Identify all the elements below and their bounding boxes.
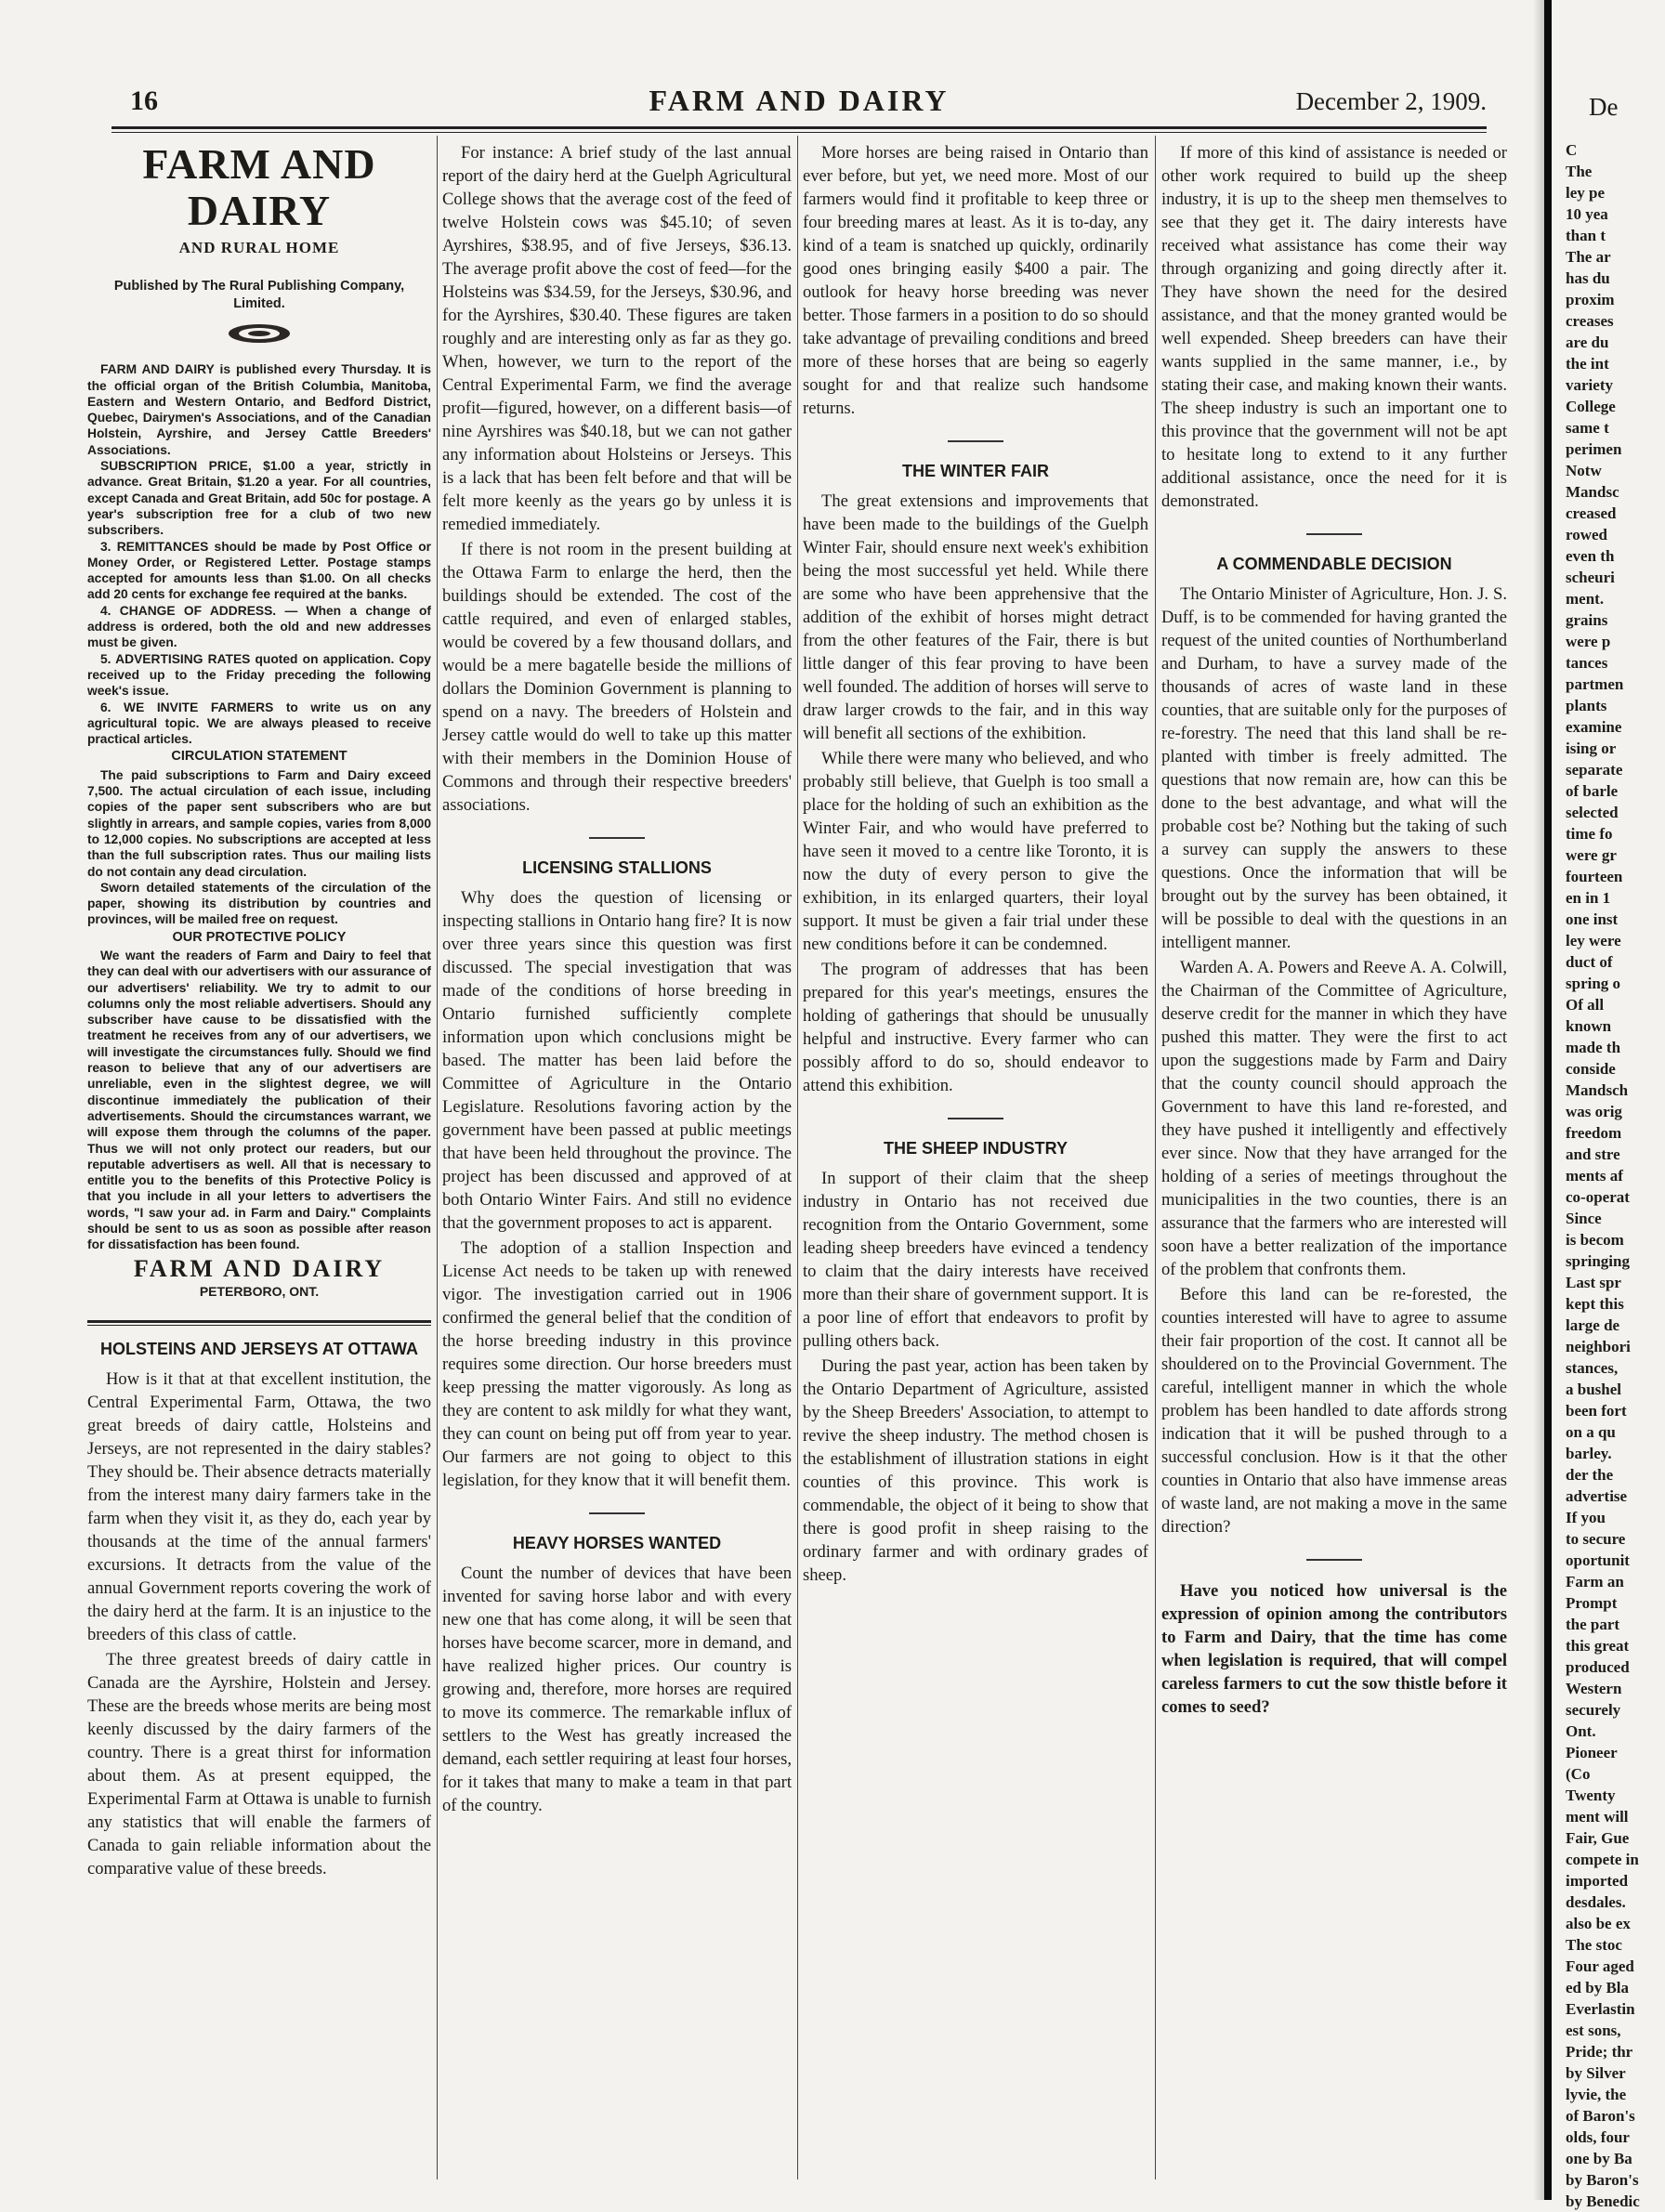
circulation-text: Sworn detailed statements of the circulation of the paper, showing its distribution by countries and provinces, will be mailed free on request. <box>87 880 431 927</box>
page-header <box>111 85 1487 123</box>
next-page-line: Twenty <box>1566 1787 1616 1804</box>
next-page-line: Of all <box>1566 996 1605 1014</box>
next-page-line: plants <box>1566 697 1607 714</box>
next-page-line: The stoc <box>1566 1936 1622 1954</box>
next-page-line: than t <box>1566 227 1606 244</box>
next-page-line: ment will <box>1566 1808 1629 1826</box>
next-page-line: was orig <box>1566 1103 1622 1120</box>
next-page-line: freedom <box>1566 1124 1622 1142</box>
policy-title: OUR PROTECTIVE POLICY <box>172 929 347 945</box>
next-page-line: are du <box>1566 334 1609 351</box>
article-paragraph: If more of this kind of assistance is needed or other work required to build up the sheep industry, it is up to the sheep men themselves to see that they get it. The dairy interests have received what assistance has come their way through organizing and going directly after it. They have shown the need for the desired assistance, and that the money granted would be well expended. Sheep breeders can have their wants supplied in the same manner, i.e., by stating their case, and making known their wants. The sheep industry is such an important one to this province that the government will not be apt to hesitate long to extend to it any further additional assistance, once the need for it is demonstrated. <box>1161 143 1507 511</box>
next-page-line: by Benedic <box>1566 2192 1640 2210</box>
article-headline: HOLSTEINS AND JERSEYS AT OTTAWA <box>99 1339 419 1358</box>
next-page-line: barley. <box>1566 1445 1612 1462</box>
footer-masthead-location: PETERBORO, ONT. <box>199 1283 320 1299</box>
next-page-line: Last spr <box>1566 1274 1621 1291</box>
next-page-header: De <box>1589 93 1619 121</box>
ornament-icon <box>87 322 431 348</box>
next-page-line: large de <box>1566 1316 1620 1334</box>
next-page-line: Four aged <box>1566 1957 1634 1975</box>
next-page-line: co-operat <box>1566 1188 1630 1206</box>
article-headline: HEAVY HORSES WANTED <box>512 1534 722 1552</box>
section-rule-thin <box>87 1325 431 1326</box>
next-page-line: by Baron's <box>1566 2171 1639 2189</box>
next-page-line: compete in <box>1566 1851 1639 1868</box>
next-page-line: Since <box>1566 1210 1602 1227</box>
next-page-line: the int <box>1566 355 1609 373</box>
next-page-line: 10 yea <box>1566 205 1608 223</box>
article-headline: THE SHEEP INDUSTRY <box>883 1139 1068 1158</box>
section-rule <box>87 1320 431 1323</box>
next-page-line: the part <box>1566 1616 1620 1633</box>
next-page-line: on a qu <box>1566 1423 1616 1441</box>
next-page-line: springing <box>1566 1252 1630 1270</box>
column-1 <box>87 141 431 1882</box>
next-page-line: and stre <box>1566 1145 1620 1163</box>
next-page-line: Notw <box>1566 462 1602 479</box>
next-page-line: The <box>1566 163 1593 180</box>
next-page-line: C <box>1566 141 1578 159</box>
next-page-line: ley pe <box>1566 184 1606 202</box>
next-page-line: (Co <box>1566 1765 1591 1783</box>
next-page-line: a bushel <box>1566 1381 1621 1398</box>
next-page-line: College <box>1566 398 1616 415</box>
next-page-line: neighbori <box>1566 1338 1631 1355</box>
circulation-title: CIRCULATION STATEMENT <box>171 749 347 765</box>
next-page-line: produced <box>1566 1658 1630 1676</box>
next-page-line: advertise <box>1566 1487 1628 1505</box>
next-page-line: The ar <box>1566 248 1611 266</box>
article-paragraph: The program of addresses that has been prepared for this year's meetings, ensures the holding of gatherings that should be unusually helpful and instructive. Every farmer who can possibly afford to do so, should endeavor to attend this exhibition. <box>803 960 1148 1095</box>
next-page-line: en in 1 <box>1566 889 1611 907</box>
next-page-line: Pride; thr <box>1566 2043 1633 2061</box>
column-2 <box>442 141 792 1819</box>
next-page-line: ments af <box>1566 1167 1623 1185</box>
publisher-box <box>87 278 431 1253</box>
next-page-line: If you <box>1566 1509 1606 1526</box>
publisher-line: Published by The Rural Publishing Company, Limited. <box>113 279 405 311</box>
article-paragraph: More horses are being raised in Ontario than ever before, but yet, we need more. Most of our farmers would find it profitable to keep three or four breeding mares at least. As it is to-day, any kind of a team is snatched up quickly, ordinarily good ones bringing easily $400 a pair. The outlook for heavy horse breeding was never better. Those farmers in a position to do so should take advantage of prevailing conditions and breed more of these horses that are being so eagerly sought for and that realize such handsome returns. <box>803 143 1148 418</box>
next-page-line: also be ex <box>1566 1915 1631 1932</box>
article-paragraph: While there were many who believed, and who probably still believe, that Guelph is too small a place for the holding of such an exhibition as the Winter Fair, and who would have preferred to have seen it moved to a centre like Toronto, it is now the duty of every person to give the exhibition, in its enlarged quarters, their loyal support. It must be given a fair trial under these new conditions before it can be condemned. <box>803 749 1148 954</box>
next-page-line: spring o <box>1566 975 1621 992</box>
article-paragraph: During the past year, action has been taken by the Ontario Department of Agriculture, assisted by the Sheep Breeders' Association, to attempt to revive the sheep industry. The method chosen is the establishment of illustration stations in eight counties of this province. This work is commendable, the object of it being to show that there is good profit in sheep raising to the ordinary farmer and with ordinary grades of sheep. <box>803 1356 1148 1585</box>
article-paragraph: How is it that at that excellent institution, the Central Experimental Farm, Ottawa, the two great breeds of dairy cattle, Holsteins and Jerseys, are not represented in the dairy stables? They should be. Their absence detracts materially from the interest many dairy farmers take in the farm when they visit it, as they do, each year by thousands at the time of the annual farmers' excursions. It detracts from the value of the annual Government reports covering the work of the dairy herd at the farm. It is an injustice to the breeders of this class of cattle. <box>87 1368 431 1644</box>
article-headline: THE WINTER FAIR <box>902 462 1049 480</box>
article-paragraph: Have you noticed how universal is the expression of opinion among the contributors to Farm and Dairy, that the time has come when legislation is required, that will compel careless farmers to cut the sow thistle before it comes to seed? <box>1161 1581 1507 1717</box>
column-divider <box>1155 136 1156 2179</box>
article-paragraph: Before this land can be re-forested, the counties interested will have to agree to assume their fair proportion of the cost. It cannot all be shouldered on to the Provincial Government. The careful, intelligent manner in which the whole problem has been handled to date affords strong indication that it will be pushed through to a successful conclusion. How is it that the other counties in Ontario that also have immense areas of waste land, are not making a move in the same direction? <box>1161 1285 1507 1537</box>
next-page-line: oportunit <box>1566 1551 1630 1569</box>
next-page-line: Pioneer <box>1566 1744 1618 1761</box>
next-page-line: ment. <box>1566 590 1605 608</box>
next-page-line: were gr <box>1566 846 1617 864</box>
next-page-line: variety <box>1566 376 1613 394</box>
next-page-line: perimen <box>1566 440 1622 458</box>
next-page-line: known <box>1566 1017 1612 1035</box>
next-page-line: grains <box>1566 611 1608 629</box>
article-paragraph: In support of their claim that the sheep industry in Ontario has not received due recognition from the Ontario Government, some leading sheep breeders have evinced a tendency to claim that the dairy interests have received more than their share of government support. It is a poor line of effort that endeavors to profit by pulling others back. <box>803 1169 1148 1351</box>
next-page-line: Mandsch <box>1566 1081 1629 1099</box>
next-page-line: by Silver <box>1566 2064 1626 2082</box>
next-page-line: tances <box>1566 654 1608 672</box>
header-rule-thin <box>111 132 1487 133</box>
next-page-line: partmen <box>1566 675 1624 693</box>
article-paragraph: Count the number of devices that have been invented for saving horse labor and with every new one that has come along, it will be seen that horses have become scarcer, more in demand, and have realized higher prices. Our country is growing and, therefore, more horses are required to move its commerce. The remarkable influx of settlers to the West has greatly increased the demand, each settler requiring at least four horses, for it takes that many to make a team in that part of the country. <box>442 1564 792 1815</box>
section-divider <box>589 837 645 839</box>
next-page-line: to secure <box>1566 1530 1626 1548</box>
next-page-line: scheuri <box>1566 569 1615 586</box>
next-page-line: conside <box>1566 1060 1616 1078</box>
article-paragraph: The Ontario Minister of Agriculture, Hon. J. S. Duff, is to be commended for having granted the request of the united counties of Northumberland and Durham, to have a survey made of the thousands of acres of waste land in these counties, that are suitable only for the purposes of re-forestry. The need that this land shall be re-planted with timber is freely admitted. The questions that now remain are, how can this be done to the best advantage, and what will the probable cost be? Nothing but the taking of such a survey can supply the answers to these questions. Once the information that will be brought out by the survey has been obtained, it will be possible to deal with the questions in an intelligent manner. <box>1161 584 1507 952</box>
next-page-line: one inst <box>1566 910 1619 928</box>
page-number: 16 <box>130 85 158 116</box>
publisher-note: 4. CHANGE OF ADDRESS. — When a change of address is ordered, both the old and new addresses must be given. <box>87 603 431 650</box>
masthead-subtitle: AND RURAL HOME <box>178 239 340 256</box>
next-page-line: der the <box>1566 1466 1614 1484</box>
column-divider <box>437 136 438 2179</box>
next-page-line: of Baron's <box>1566 2107 1635 2125</box>
header-rule <box>111 126 1487 129</box>
next-page-line: Ont. <box>1566 1722 1596 1740</box>
section-divider <box>1306 1559 1362 1561</box>
next-page-line: desdales. <box>1566 1893 1626 1911</box>
next-page-line: rowed <box>1566 526 1608 543</box>
section-divider <box>589 1512 645 1514</box>
next-page-line: stances, <box>1566 1359 1619 1377</box>
next-page-line: is becom <box>1566 1231 1624 1249</box>
next-page-line: fourteen <box>1566 868 1623 885</box>
column-divider <box>797 136 798 2179</box>
next-page-fragment <box>1566 139 1665 2212</box>
next-page-line: proxim <box>1566 291 1615 308</box>
column-4 <box>1161 141 1507 1721</box>
next-page-line: securely <box>1566 1701 1621 1719</box>
section-divider <box>948 440 1003 442</box>
column-3 <box>803 141 1148 1589</box>
next-page-line: Farm an <box>1566 1573 1624 1590</box>
next-page-line: separate <box>1566 761 1623 779</box>
masthead-title: FARM AND DAIRY <box>142 140 376 234</box>
next-page-line: Western <box>1566 1680 1622 1697</box>
next-page-line: this great <box>1566 1637 1630 1655</box>
next-page-line: time fo <box>1566 825 1613 843</box>
article-paragraph: If there is not room in the present building at the Ottawa Farm to enlarge the herd, then the buildings should be extended. The cost of the cattle required, and even of enlarged stables, would be covered by a few thousand dollars, and would be a mere bagatelle beside the millions of dollars the Dominion Government is planning to spend on a navy. The breeders of Holstein and Jersey cattle would do well to take up this matter with their members in the Dominion House of Commons and through their respective breeders' associations. <box>442 540 792 815</box>
next-page-line: Fair, Gue <box>1566 1829 1630 1847</box>
next-page-line: Prompt <box>1566 1594 1618 1612</box>
issue-date: December 2, 1909. <box>1295 87 1487 115</box>
section-divider <box>948 1118 1003 1119</box>
next-page-line: olds, four <box>1566 2128 1630 2146</box>
publisher-note: 5. ADVERTISING RATES quoted on application. Copy received up to the Friday preceding the following week's issue. <box>87 651 431 699</box>
policy-text: We want the readers of Farm and Dairy to feel that they can deal with our advertisers with our assurance of our advertisers' reliability. We try to admit to our columns only the most reliable advertisers. Should any subscriber have cause to be dissatisfied with the treatment he receives from any of our advertisers, we will investigate the circumstances fully. Should we find reason to believe that any of our advertisers are unreliable, even in the slightest degree, we will discontinue immediately the publication of their advertisements. Should the circumstances warrant, we will expose them through the columns of the paper. Thus we will not only protect our readers, but our reputable advertisers as well. All that is necessary to entitle you to the benefits of this Protective Policy is that you include in all your letters to advertisers the words, "I saw your ad. in Farm and Dairy." Complaints should be sent to us as soon as possible after reason for dissatisfaction has been found. <box>87 948 431 1252</box>
next-page-line: ed by Bla <box>1566 1979 1630 1996</box>
next-page-line: even th <box>1566 547 1615 565</box>
next-page-line: duct of <box>1566 953 1613 971</box>
next-page-line: imported <box>1566 1872 1629 1890</box>
publisher-note: 3. REMITTANCES should be made by Post Office or Money Order, or Registered Letter. Postage stamps accepted for amounts less than $1.00. On all checks add 20 cents for exchange fee required at the banks. <box>87 539 431 602</box>
next-page-line: Mandsc <box>1566 483 1619 501</box>
article-paragraph: The great extensions and improvements that have been made to the buildings of the Guelph Winter Fair, should ensure next week's exhibition being the most successful yet held. While there are some who have been apprehensive that the addition of the exhibit of horses might detract from the other features of the Fair, there is but little danger of this fear proving to have been well founded. The addition of horses will serve to draw larger crowds to the fair, and in this way will benefit all sections of the exhibition. <box>803 491 1148 743</box>
article-headline: LICENSING STALLIONS <box>522 858 712 877</box>
publisher-note: SUBSCRIPTION PRICE, $1.00 a year, strictly in advance. Great Britain, $1.20 a year. For all countries, except Canada and Great Britain, add 50c for postage. A year's subscription free for a club of two new subscribers. <box>87 459 431 538</box>
next-page-line: creased <box>1566 504 1617 522</box>
article-paragraph: Why does the question of licensing or inspecting stallions in Ontario hang fire? It is now over three years since this question was first discussed. The special investigation that was made of the conditions of horse breeding in Ontario furnished sufficiently complete information upon which conclusions might be based. The matter has been laid before the Committee of Agriculture in the Ontario Legislature. Resolutions favoring action by the government have been passed at public meetings that have been held throughout the province. The project has been discussed and approved of at both Ontario Winter Fairs. And still no evidence that the government proposes to act is apparent. <box>442 888 792 1233</box>
next-page-line: selected <box>1566 804 1619 821</box>
section-divider <box>1306 533 1362 535</box>
binding-gutter <box>1544 0 1552 2200</box>
next-page-line: been fort <box>1566 1402 1627 1420</box>
article-paragraph: The three greatest breeds of dairy cattle in Canada are the Ayrshire, Holstein and Jersey. These are the breeds whose merits are being most keenly discussed by the dairy farmers of the country. There is a great thirst for information about them. As at present equipped, the Experimental Farm at Ottawa is unable to furnish any statistics that will enable the farmers of Canada to gain reliable information about the comparative value of these breeds. <box>87 1649 431 1878</box>
article-paragraph: For instance: A brief study of the last annual report of the dairy herd at the Guelph Agricultural College shows that the average cost of the feed of twelve Holstein cows was $45.10; of seven Ayrshires, $38.95, and of five Jerseys, $36.13. The average profit above the cost of feed—for the Holsteins was $34.59, for the Jerseys, $30.96, and for the Ayrshires, $30.40. These figures are taken roughly and are interesting only as far as they go. When, however, we turn to the report of the Central Experimental Farm, we find the average profit—figured, however, on a different basis—of nine Ayrshires was $40.18, but we can not gather any information about Holsteins or Jerseys. This is a lack that has been felt before and that will be felt more keenly as the years go by unless it is remedied immediately. <box>442 143 792 534</box>
running-title: FARM AND DAIRY <box>649 84 950 117</box>
next-page-line: same t <box>1566 419 1609 437</box>
next-page-line: creases <box>1566 312 1614 330</box>
publisher-note: 6. WE INVITE FARMERS to write us on any agricultural topic. We are always pleased to receive practical articles. <box>87 700 431 747</box>
next-page-line: ley were <box>1566 932 1621 949</box>
article-paragraph: The adoption of a stallion Inspection and License Act needs to be taken up with renewed vigor. The investigation carried out in 1906 confirmed the general belief that the condition of the horse breeding industry in this province requires some direction. Our horse breeders must keep pressing the matter vigorously. As long as they are content to ask mildly for what they want, they can count on being put off from year to year. Our farmers are not going to object to this legislation, for they know that it will benefit them. <box>442 1238 792 1490</box>
next-page-line: has du <box>1566 269 1610 287</box>
next-page-line: were p <box>1566 633 1611 650</box>
page-fold-shadow <box>1533 0 1544 2200</box>
publisher-note: FARM AND DAIRY is published every Thursday. It is the official organ of the British Columbia, Manitoba, Eastern and Western Ontario, and Bedford District, Quebec, Dairymen's Associations, and of the Canadian Holstein, Ayrshire, and Jersey Cattle Breeders' Associations. <box>87 362 431 457</box>
next-page-line: of barle <box>1566 782 1619 800</box>
next-page-line: Everlastin <box>1566 2000 1635 2018</box>
next-page-line: one by Ba <box>1566 2150 1632 2167</box>
footer-masthead-title: FARM AND DAIRY <box>133 1254 386 1282</box>
next-page-line: made th <box>1566 1039 1621 1056</box>
next-page-line: lyvie, the <box>1566 2086 1627 2103</box>
next-page-line: examine <box>1566 718 1622 736</box>
article-headline: A COMMENDABLE DECISION <box>1216 555 1452 573</box>
article-paragraph: Warden A. A. Powers and Reeve A. A. Colwill, the Chairman of the Committee of Agriculture, deserve credit for the manner in which they have pushed this matter. They were the first to act upon the suggestions made by Farm and Dairy that the county council should approach the Government to have this land re-forested, and they have pushed it intelligently and effectively ever since. Now that they have arranged for the holding of a series of meetings throughout the municipalities in the two counties, there is an assurance that the farmers who are interested will soon have a better realization of the importance of the problem that confronts them. <box>1161 958 1507 1279</box>
next-page-line: ising or <box>1566 740 1617 757</box>
next-page-line: est sons, <box>1566 2022 1621 2039</box>
next-page-line: kept this <box>1566 1295 1624 1313</box>
circulation-text: The paid subscriptions to Farm and Dairy exceed 7,500. The actual circulation of each issue, including copies of the paper sent subscribers who are but slightly in arrears, and sample copies, varies from 8,000 to 12,000 copies. No subscriptions are accepted at less than the full subscription rates. Thus our mailing lists do not contain any dead circulation. <box>87 767 431 879</box>
